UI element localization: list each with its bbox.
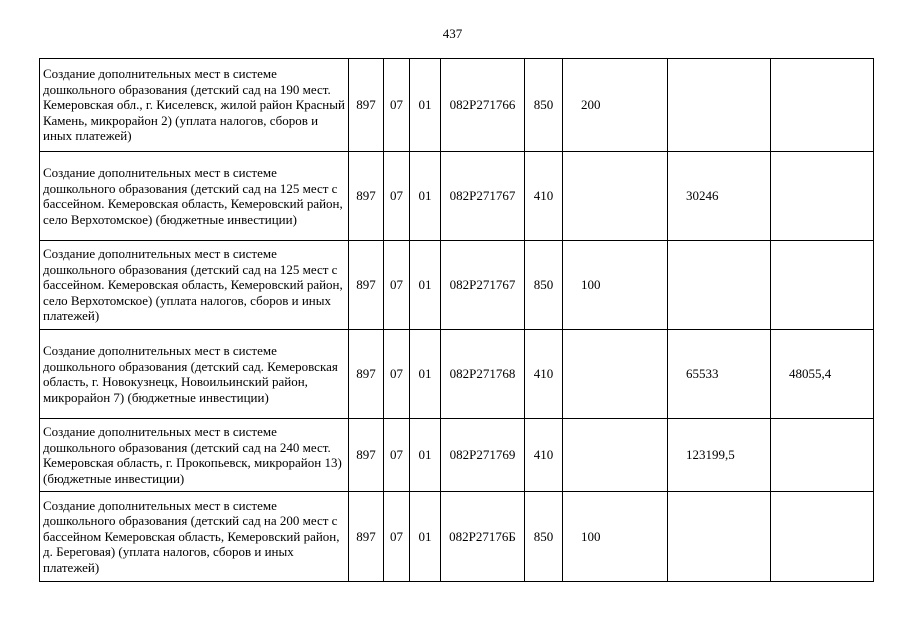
cell-subsection: 01 (410, 152, 441, 241)
cell-vr: 850 (525, 492, 563, 582)
cell-target: 082P271767 (441, 152, 525, 241)
table-row (40, 419, 874, 492)
cell-ministry: 897 (349, 241, 384, 330)
cell-ct (563, 419, 668, 492)
cell-sum-1 (668, 59, 771, 152)
cell-ct (563, 152, 668, 241)
cell-ct: 100 (563, 241, 668, 330)
cell-vr: 410 (525, 330, 563, 419)
cell-ministry: 897 (349, 492, 384, 582)
cell-ministry: 897 (349, 419, 384, 492)
cell-subsection: 01 (410, 241, 441, 330)
page-number: 437 (442, 26, 463, 41)
cell-target: 082P27176Б (441, 492, 525, 582)
cell-target: 082P271769 (441, 419, 525, 492)
cell-ct (563, 330, 668, 419)
cell-subsection: 01 (410, 330, 441, 419)
cell-sum-2: 48055,4 (771, 330, 874, 419)
cell-subsection: 01 (410, 59, 441, 152)
row-description: Создание дополнительных мест в системе дошкольного образования (детский сад. Кемеровская область, г. Новокузнецк, Новоильинский район, микрорайон 7) (бюджетные инвестиции) (40, 330, 349, 419)
cell-section: 07 (384, 152, 410, 241)
table-row (40, 152, 874, 241)
cell-target: 082P271768 (441, 330, 525, 419)
cell-section: 07 (384, 419, 410, 492)
cell-section: 07 (384, 492, 410, 582)
row-description: Создание дополнительных мест в системе дошкольного образования (детский сад на 240 мест. Кемеровская область, г. Прокопьевск, микрорайон 13) (бюджетные инвестиции) (40, 419, 349, 492)
table-row (40, 330, 874, 419)
cell-ct: 100 (563, 492, 668, 582)
cell-sum-2 (771, 59, 874, 152)
cell-target: 082P271767 (441, 241, 525, 330)
cell-ct: 200 (563, 59, 668, 152)
cell-ministry: 897 (349, 152, 384, 241)
cell-vr: 850 (525, 241, 563, 330)
row-description: Создание дополнительных мест в системе дошкольного образования (детский сад на 125 мест с бассейном. Кемеровская область, Кемеровский район, село Верхотомское) (уплата налогов, сборов и иных платежей) (40, 241, 349, 330)
cell-sum-2 (771, 419, 874, 492)
budget-table (39, 58, 874, 582)
cell-section: 07 (384, 59, 410, 152)
cell-sum-1 (668, 241, 771, 330)
cell-sum-1: 123199,5 (668, 419, 771, 492)
table-row (40, 241, 874, 330)
cell-section: 07 (384, 330, 410, 419)
cell-sum-2 (771, 492, 874, 582)
cell-subsection: 01 (410, 492, 441, 582)
table-row (40, 59, 874, 152)
cell-subsection: 01 (410, 419, 441, 492)
row-description: Создание дополнительных мест в системе дошкольного образования (детский сад на 125 мест с бассейном. Кемеровская область, Кемеровский район, село Верхотомское) (бюджетные инвестиции) (40, 152, 349, 241)
table-row (40, 492, 874, 582)
table-body (40, 59, 874, 582)
cell-ministry: 897 (349, 330, 384, 419)
cell-vr: 850 (525, 59, 563, 152)
cell-sum-1: 65533 (668, 330, 771, 419)
cell-ministry: 897 (349, 59, 384, 152)
row-description: Создание дополнительных мест в системе дошкольного образования (детский сад на 190 мест. Кемеровская обл., г. Киселевск, жилой район Красный Камень, микрорайон 2) (уплата налогов, сборов и иных платежей) (40, 59, 349, 152)
cell-sum-2 (771, 152, 874, 241)
row-description: Создание дополнительных мест в системе дошкольного образования (детский сад на 200 мест с бассейном Кемеровская область, Кемеровский район, д. Береговая) (уплата налогов, сборов и иных платежей) (40, 492, 349, 582)
cell-section: 07 (384, 241, 410, 330)
cell-vr: 410 (525, 152, 563, 241)
cell-sum-2 (771, 241, 874, 330)
cell-sum-1 (668, 492, 771, 582)
cell-sum-1: 30246 (668, 152, 771, 241)
cell-target: 082P271766 (441, 59, 525, 152)
cell-vr: 410 (525, 419, 563, 492)
